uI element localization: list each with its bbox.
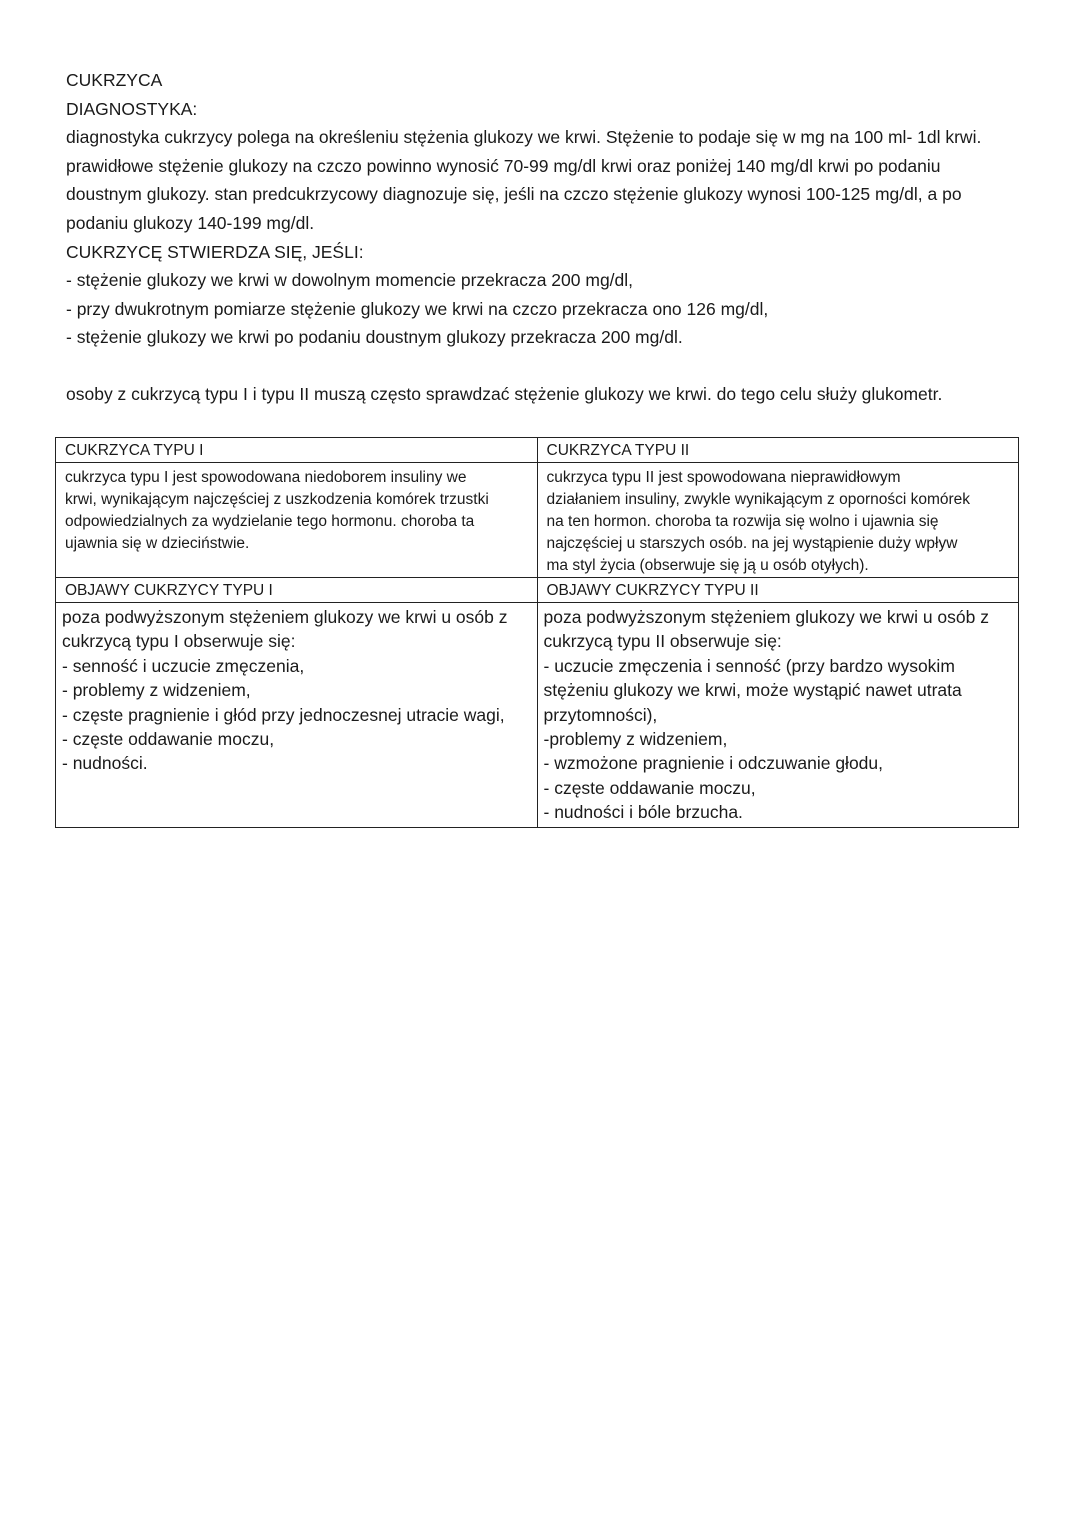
document-title: CUKRZYCA	[66, 70, 163, 90]
cell-line: ma styl życia (obserwuje się ją u osób otyłych).	[546, 557, 869, 574]
paragraph-line: doustnym glukozy. stan predcukrzycowy diagnozuje się, jeśli na czczo stężenie glukozy wynosi 100-125 mg/dl, a po	[66, 184, 962, 205]
table-row	[56, 463, 1019, 578]
cell-line: - częste oddawanie moczu,	[543, 777, 756, 798]
cell-line: - uczucie zmęczenia i senność (przy bardzo wysokim	[543, 655, 955, 676]
diagnostics-heading: DIAGNOSTYKA:	[66, 98, 198, 119]
type1-description	[56, 463, 538, 578]
cell-line: cukrzyca typu II jest spowodowana nieprawidłowym	[546, 469, 901, 486]
document-body	[66, 66, 1026, 409]
cell-line: - nudności.	[62, 753, 148, 774]
cell-line: -problemy z widzeniem,	[543, 729, 728, 750]
criteria-list	[66, 266, 1026, 352]
type2-symptoms	[537, 603, 1019, 828]
table-row	[56, 578, 1019, 603]
cell-line: stężeniu glukozy we krwi, może wystąpić nawet utrata	[543, 680, 962, 701]
cell-line: poza podwyższonym stężeniem glukozy we krwi u osób z	[62, 607, 508, 627]
cell-line: - wzmożone pragnienie i odczuwanie głodu,	[543, 753, 884, 774]
cell-line: - senność i uczucie zmęczenia,	[62, 655, 305, 676]
cell-line: ujawnia się w dzieciństwie.	[65, 535, 250, 552]
criteria-item: - stężenie glukozy we krwi po podaniu doustnym glukozy przekracza 200 mg/dl.	[66, 327, 683, 348]
type2-symptoms-header: OBJAWY CUKRZYCY TYPU II	[537, 578, 1019, 603]
paragraph-line: diagnostyka cukrzycy polega na określeniu stężenia glukozy we krwi. Stężenie to podaje się w mg na 100 ml- 1dl krwi.	[66, 127, 982, 148]
paragraph-line: podaniu glukozy 140-199 mg/dl.	[66, 212, 315, 233]
type2-description	[537, 463, 1019, 578]
table-row	[56, 603, 1019, 828]
cell-line: poza podwyższonym stężeniem glukozy we krwi u osób z	[543, 607, 989, 627]
criteria-heading: CUKRZYCĘ STWIERDZA SIĘ, JEŚLI:	[66, 241, 364, 262]
criteria-item: - stężenie glukozy we krwi w dowolnym momencie przekracza 200 mg/dl,	[66, 270, 634, 291]
cell-line: cukrzycą typu II obserwuje się:	[543, 631, 782, 652]
cell-line: na ten hormon. choroba ta rozwija się wolno i ujawnia się	[546, 513, 939, 530]
cell-line: - nudności i bóle brzucha.	[543, 802, 743, 823]
paragraph-line: prawidłowe stężenie glukozy na czczo powinno wynosić 70-99 mg/dl krwi oraz poniżej 140 mg/dl krwi po podaniu	[66, 155, 941, 176]
cell-line: - problemy z widzeniem,	[62, 680, 251, 701]
type1-symptoms-header: OBJAWY CUKRZYCY TYPU I	[56, 578, 538, 603]
type1-header: CUKRZYCA TYPU I	[56, 438, 538, 463]
diabetes-comparison-table	[55, 437, 1019, 828]
type1-symptoms	[56, 603, 538, 828]
cell-line: przytomności),	[543, 704, 658, 725]
cell-line: działaniem insuliny, zwykle wynikającym z oporności komórek	[546, 491, 971, 508]
monitoring-note: osoby z cukrzycą typu I i typu II muszą często sprawdzać stężenie glukozy we krwi. do tego celu służy glukometr.	[66, 383, 943, 404]
cell-line: cukrzyca typu I jest spowodowana niedoborem insuliny we	[65, 469, 467, 486]
cell-line: odpowiedzialnych za wydzielanie tego hormonu. choroba ta	[65, 513, 475, 530]
cell-line: najczęściej u starszych osób. na jej wystąpienie duży wpływ	[546, 535, 958, 552]
cell-line: - częste pragnienie i głód przy jednoczesnej utracie wagi,	[62, 704, 505, 725]
cell-line: cukrzycą typu I obserwuje się:	[62, 631, 296, 652]
cell-line: - częste oddawanie moczu,	[62, 729, 275, 750]
criteria-item: - przy dwukrotnym pomiarze stężenie glukozy we krwi na czczo przekracza ono 126 mg/dl,	[66, 298, 769, 319]
type2-header: CUKRZYCA TYPU II	[537, 438, 1019, 463]
cell-line: krwi, wynikającym najczęściej z uszkodzenia komórek trzustki	[65, 491, 489, 508]
table-row	[56, 438, 1019, 463]
diagnostics-paragraph	[66, 123, 1026, 237]
